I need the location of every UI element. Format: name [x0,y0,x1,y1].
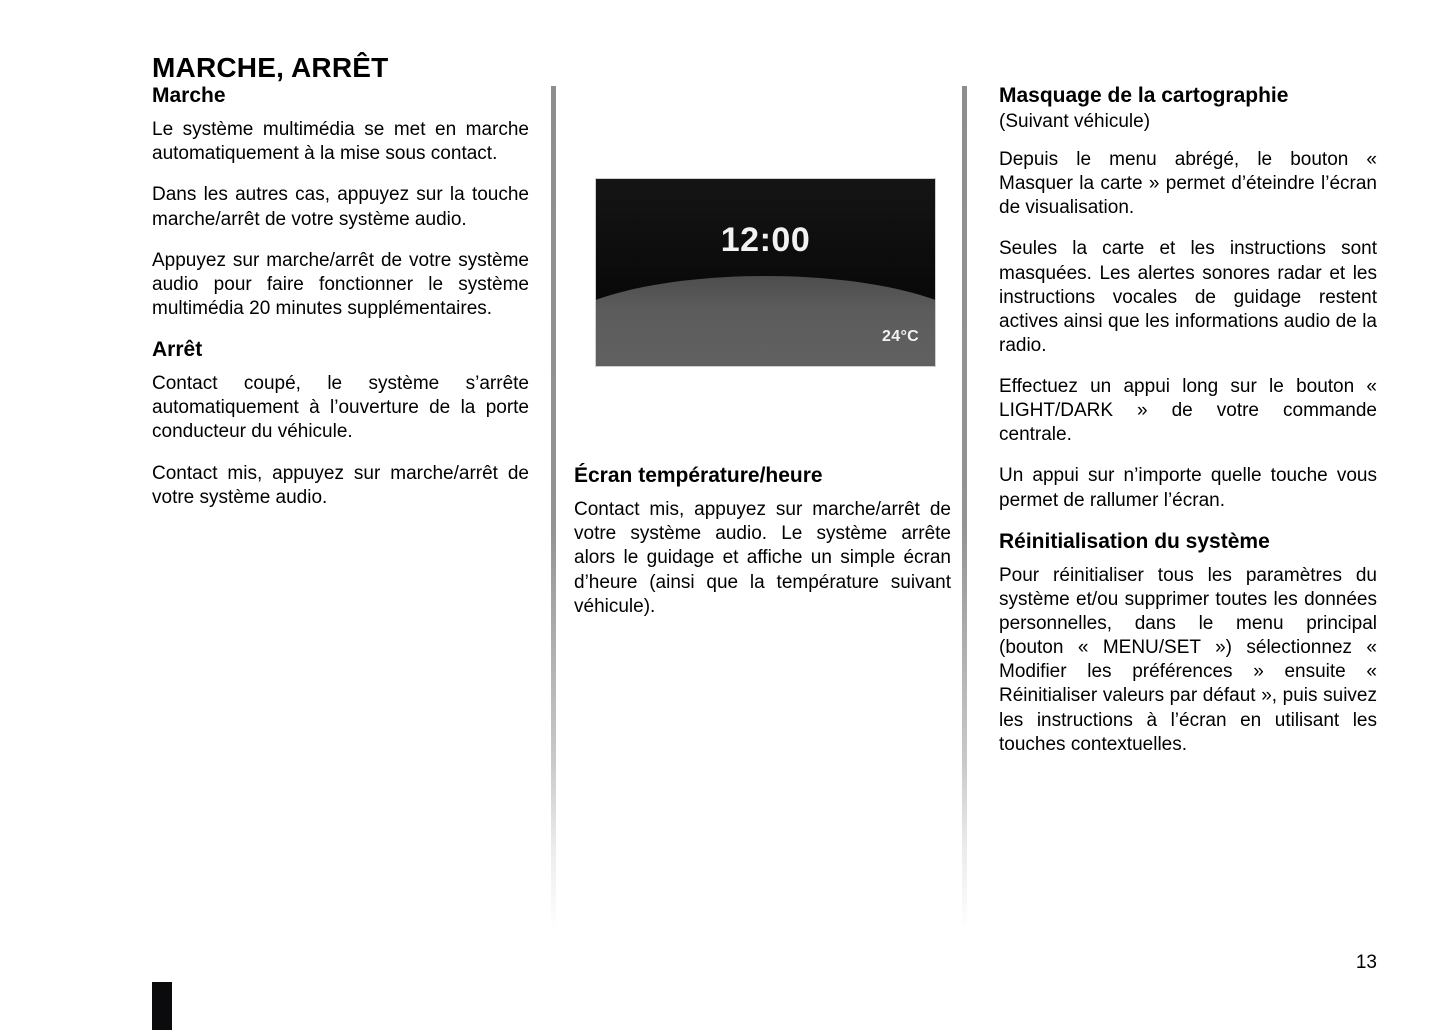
paragraph: Dans les autres cas, appuyez sur la touche marche/arrêt de votre système audio. [152,184,529,230]
paragraph: Effectuez un appui long sur le bouton « LIGHT/DARK » de votre commande centrale. [999,376,1377,446]
column-divider-left [551,86,556,931]
section-heading-reinitialisation-systeme: Réinitialisation du système [999,529,1270,553]
page-number: 13 [1355,952,1377,973]
display-clock: 12:00 [720,221,811,259]
display-temperature: 24°C [882,328,919,345]
paragraph: Un appui sur n’importe quelle touche vous permet de rallumer l’écran. [999,465,1377,511]
column-left [152,84,529,510]
chapter-tab-marker [152,982,172,1030]
paragraph: Pour réinitialiser tous les paramètres du système et/ou supprimer toutes les données personnelles, dans le menu principal (bouton « MENU/SET ») sélectionnez « Modifier les préférences » ensuite « Réinitialiser valeurs par défaut », puis suivez les instructions à l’écran en utilisant les touches contextuelles. [999,564,1377,755]
display-horizon [595,276,936,367]
section-subnote: (Suivant véhicule) [999,111,1151,133]
column-divider-right [962,86,967,931]
section-heading-arret: Arrêt [152,338,203,362]
column-right [999,84,1377,757]
section-heading-marche: Marche [152,84,226,107]
paragraph: Le système multimédia se met en marche automatiquement à la mise sous contact. [152,119,529,165]
multimedia-display-illustration [595,178,936,367]
section-heading-masquage-cartographie: Masquage de la cartographie [999,84,1289,107]
paragraph: Contact coupé, le système s’arrête automatiquement à l’ouverture de la porte conducteur du véhicule. [152,373,529,443]
column-middle [574,464,951,619]
paragraph: Depuis le menu abrégé, le bouton « Masquer la carte » permet d’éteindre l’écran de visualisation. [999,149,1377,219]
paragraph: Appuyez sur marche/arrêt de votre système audio pour faire fonctionner le système multimédia 20 minutes supplémentaires. [152,249,529,319]
page-title: MARCHE, ARRÊT [152,51,389,83]
paragraph: Contact mis, appuyez sur marche/arrêt de votre système audio. [152,462,529,508]
paragraph: Contact mis, appuyez sur marche/arrêt de votre système audio. Le système arrête alors le guidage et affiche un simple écran d’heure (ainsi que la température suivant véhicule). [574,499,951,617]
section-heading-ecran-temperature-heure: Écran température/heure [574,464,823,487]
paragraph: Seules la carte et les instructions sont masquées. Les alertes sonores radar et les instructions vocales de guidage restent actives ainsi que les informations audio de la radio. [999,238,1377,356]
